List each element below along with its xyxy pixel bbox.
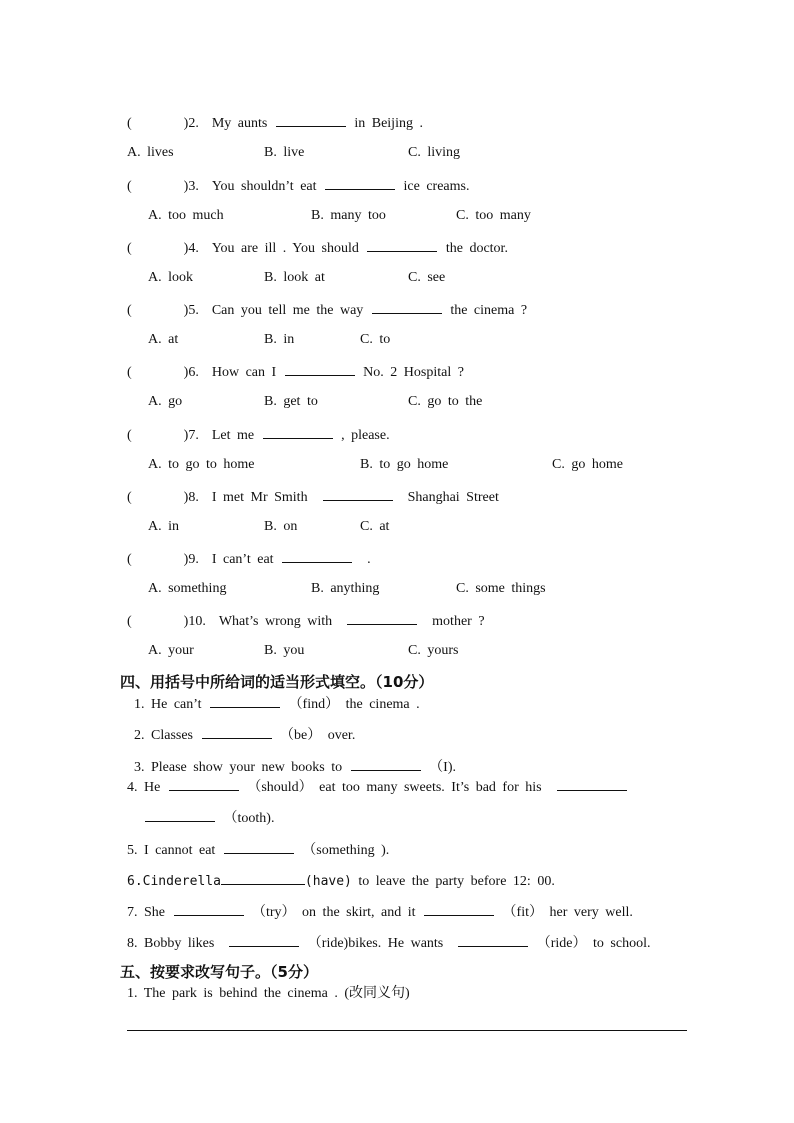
question-number: )7. (183, 428, 199, 443)
fill-blank[interactable] (229, 933, 299, 947)
question-stem: I can’t eat (211, 552, 274, 567)
fill-blank[interactable] (372, 300, 442, 314)
question-stem-end: Shanghai Street (407, 490, 499, 505)
question-stem-end: mother ? (432, 614, 485, 629)
item-text: 7. She (127, 905, 165, 920)
question-number: )9. (183, 552, 199, 567)
fill-item-3 (134, 757, 456, 777)
option-a[interactable]: A. your (148, 643, 194, 658)
answer-paren-open: ( (127, 428, 132, 443)
question-stem: You shouldn’t eat (211, 179, 317, 194)
answer-paren-open: ( (127, 490, 132, 505)
fill-item-7 (127, 902, 633, 922)
answer-paren-open: ( (127, 365, 132, 380)
fill-blank[interactable] (325, 176, 395, 190)
option-a[interactable]: A. something (148, 581, 227, 596)
question-stem-end: , please. (341, 428, 390, 443)
item-text-mid: （ride)bikes. He wants (307, 936, 444, 951)
question-9 (127, 549, 371, 569)
fill-blank[interactable] (263, 425, 333, 439)
fill-blank[interactable] (282, 549, 352, 563)
option-c[interactable]: C. to (360, 332, 391, 347)
item-text-mid: （try） on the skirt, and it (252, 905, 416, 920)
question-stem: My aunts (211, 116, 268, 131)
option-c[interactable]: C. living (408, 145, 461, 160)
question-number: )5. (183, 303, 199, 318)
fill-item-6 (127, 871, 555, 891)
option-c[interactable]: C. some things (456, 581, 546, 596)
option-a[interactable]: A. look (148, 270, 193, 285)
option-a[interactable]: A. at (148, 332, 179, 347)
fill-blank[interactable] (224, 840, 294, 854)
answer-paren-open: ( (127, 241, 132, 256)
question-number: )6. (183, 365, 199, 380)
item-text: 5. I cannot eat (127, 843, 216, 858)
item-text-end: （fit） her very well. (502, 905, 633, 920)
item-text: 4. He (127, 780, 161, 795)
question-5 (127, 300, 527, 320)
option-c[interactable]: C. too many (456, 208, 531, 223)
question-8 (127, 487, 499, 507)
question-stem: I met Mr Smith (211, 490, 308, 505)
fill-blank[interactable] (285, 362, 355, 376)
item-text: 3. Please show your new books to (134, 760, 343, 775)
item-text-end: （be） over. (280, 728, 356, 743)
fill-blank[interactable] (276, 113, 346, 127)
option-b[interactable]: B. many too (311, 208, 386, 223)
item-text: 8. Bobby likes (127, 936, 215, 951)
section-4-title: 四、用括号中所给词的适当形式填空。（10分） (120, 673, 434, 691)
item-text-end: （I). (429, 760, 456, 775)
option-a[interactable]: A. lives (127, 145, 174, 160)
option-c[interactable]: C. see (408, 270, 446, 285)
question-number: )10. (183, 614, 206, 629)
answer-paren-open: ( (127, 303, 132, 318)
item-text-end: to leave the party before 12: 00. (358, 874, 555, 889)
option-a[interactable]: A. in (148, 519, 179, 534)
option-b[interactable]: B. to go home (360, 457, 449, 472)
item-text-end: （find） the cinema . (288, 697, 420, 712)
question-stem-end: the cinema ? (450, 303, 528, 318)
fill-item-5 (127, 840, 389, 860)
question-stem-end: No. 2 Hospital ? (363, 365, 464, 380)
rewrite-item-1: 1. The park is behind the cinema . (改同义句) (127, 986, 410, 1001)
item-text: 2. Classes (134, 728, 193, 743)
item-text: 1. He can’t (134, 697, 202, 712)
fill-blank[interactable] (347, 611, 417, 625)
question-number: )4. (183, 241, 199, 256)
option-b[interactable]: B. you (264, 643, 305, 658)
item-text-mid: (have) (304, 874, 352, 889)
fill-blank[interactable] (174, 902, 244, 916)
fill-item-1 (134, 694, 420, 714)
answer-paren-open: ( (127, 116, 132, 131)
answer-paren-open: ( (127, 614, 132, 629)
question-number: )3. (183, 179, 199, 194)
fill-blank[interactable] (323, 487, 393, 501)
question-2 (127, 113, 423, 133)
fill-blank-2[interactable] (424, 902, 494, 916)
section-5-title: 五、按要求改写句子。（5分） (120, 963, 318, 981)
item-text-end: （ride） to school. (536, 936, 651, 951)
question-stem-end: the doctor. (445, 241, 508, 256)
question-stem: You are ill . You should (211, 241, 359, 256)
fill-item-2 (134, 725, 355, 745)
fill-blank[interactable] (367, 238, 437, 252)
option-c[interactable]: C. at (360, 519, 390, 534)
option-b[interactable]: B. on (264, 519, 298, 534)
answer-paren-open: ( (127, 552, 132, 567)
option-b[interactable]: B. in (264, 332, 295, 347)
fill-blank-3[interactable] (145, 808, 215, 822)
fill-blank[interactable] (210, 694, 280, 708)
question-number: )2. (183, 116, 199, 131)
item-text: 6.Cinderella (127, 874, 221, 889)
question-stem: Can you tell me the way (211, 303, 364, 318)
question-stem: What’s wrong with (218, 614, 333, 629)
fill-blank-2[interactable] (458, 933, 528, 947)
option-b[interactable]: B. look at (264, 270, 325, 285)
item-text-end: （tooth). (223, 811, 275, 826)
fill-blank[interactable] (169, 777, 239, 791)
option-a[interactable]: A. to go to home (148, 457, 255, 472)
question-6 (127, 362, 464, 382)
fill-blank[interactable] (221, 871, 305, 885)
answer-line[interactable] (127, 1030, 687, 1031)
question-10 (127, 611, 485, 631)
question-stem-end: . (367, 552, 371, 567)
fill-blank[interactable] (202, 725, 272, 739)
item-text-mid: （should） eat too many sweets. It’s bad for his (247, 780, 542, 795)
option-b[interactable]: B. live (264, 145, 305, 160)
option-a[interactable]: A. too much (148, 208, 224, 223)
option-c[interactable]: C. go home (552, 457, 623, 472)
question-stem: How can I (211, 365, 277, 380)
option-c[interactable]: C. go to the (408, 394, 483, 409)
fill-item-4 (127, 777, 629, 797)
option-b[interactable]: B. get to (264, 394, 318, 409)
option-b[interactable]: B. anything (311, 581, 380, 596)
fill-item-8 (127, 933, 650, 953)
question-stem-end: in Beijing . (354, 116, 423, 131)
question-stem: Let me (211, 428, 255, 443)
fill-item-4-cont (143, 808, 274, 828)
question-number: )8. (183, 490, 199, 505)
option-c[interactable]: C. yours (408, 643, 459, 658)
item-text-end: （something ). (302, 843, 390, 858)
answer-paren-open: ( (127, 179, 132, 194)
fill-blank[interactable] (351, 757, 421, 771)
question-3 (127, 176, 469, 196)
question-stem-end: ice creams. (403, 179, 470, 194)
question-7 (127, 425, 390, 445)
fill-blank-2[interactable] (557, 777, 627, 791)
question-4 (127, 238, 508, 258)
option-a[interactable]: A. go (148, 394, 183, 409)
